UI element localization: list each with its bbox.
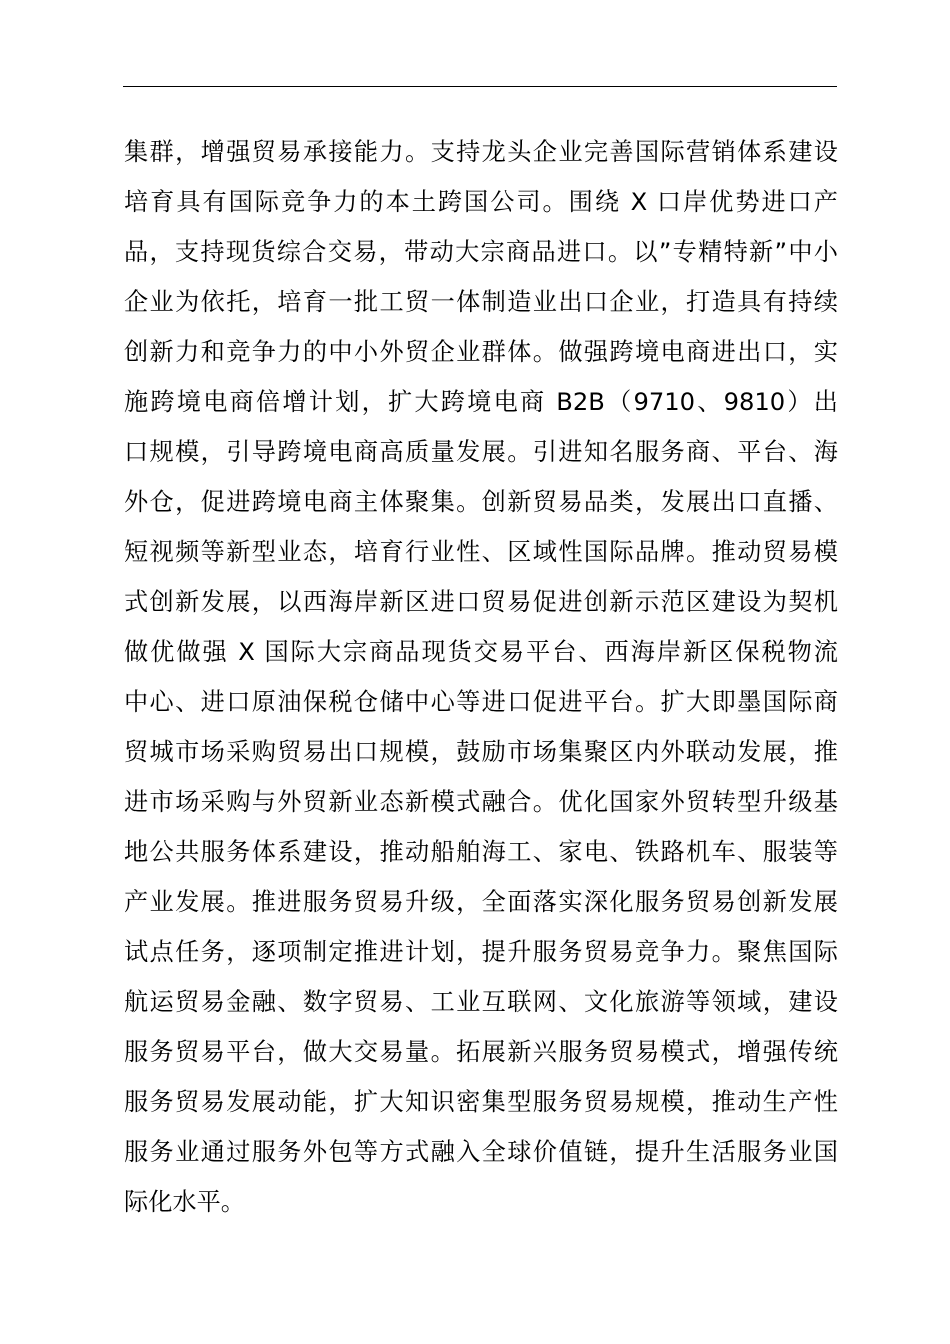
text-line: 贸城市场采购贸易出口规模，鼓励市场集聚区内外联动发展，推 — [124, 738, 838, 766]
text-line: 口规模，引导跨境电商高质量发展。引进知名服务商、平台、海 — [124, 438, 838, 466]
text-line: 创新力和竞争力的中小外贸企业群体。做强跨境电商进出口，实 — [124, 338, 838, 366]
header-rule — [123, 86, 837, 87]
text-line: 航运贸易金融、数字贸易、工业互联网、文化旅游等领域，建设 — [124, 988, 838, 1016]
text-line: 中心、进口原油保税仓储中心等进口促进平台。扩大即墨国际商 — [124, 688, 838, 716]
text-line: 服务业通过服务外包等方式融入全球价值链，提升生活服务业国 — [124, 1138, 838, 1166]
text-line-last: 际化水平。 — [124, 1188, 245, 1216]
text-line: 企业为依托，培育一批工贸一体制造业出口企业，打造具有持续 — [124, 288, 838, 316]
text-line: 地公共服务体系建设，推动船舶海工、家电、铁路机车、服装等 — [124, 838, 838, 866]
text-line: 服务贸易发展动能，扩大知识密集型服务贸易规模，推动生产性 — [124, 1088, 838, 1116]
text-line: 外仓，促进跨境电商主体聚集。创新贸易品类，发展出口直播、 — [124, 488, 838, 516]
body-paragraph — [124, 127, 838, 1227]
text-line: 进市场采购与外贸新业态新模式融合。优化国家外贸转型升级基 — [124, 788, 838, 816]
text-line: 培育具有国际竞争力的本土跨国公司。围绕 X 口岸优势进口产 — [124, 188, 838, 216]
text-line: 集群，增强贸易承接能力。支持龙头企业完善国际营销体系建设 — [124, 138, 838, 166]
text-line: 做优做强 X 国际大宗商品现货交易平台、西海岸新区保税物流 — [124, 638, 838, 666]
text-line: 试点任务，逐项制定推进计划，提升服务贸易竞争力。聚焦国际 — [124, 938, 838, 966]
text-line: 式创新发展，以西海岸新区进口贸易促进创新示范区建设为契机 — [124, 588, 838, 616]
text-line: 产业发展。推进服务贸易升级，全面落实深化服务贸易创新发展 — [124, 888, 838, 916]
text-line: 短视频等新型业态，培育行业性、区域性国际品牌。推动贸易模 — [124, 538, 838, 566]
text-line: 品，支持现货综合交易，带动大宗商品进口。以”专精特新”中小 — [124, 238, 838, 266]
text-line: 服务贸易平台，做大交易量。拓展新兴服务贸易模式，增强传统 — [124, 1038, 838, 1066]
text-line: 施跨境电商倍增计划，扩大跨境电商 B2B（9710、9810）出 — [124, 388, 838, 416]
